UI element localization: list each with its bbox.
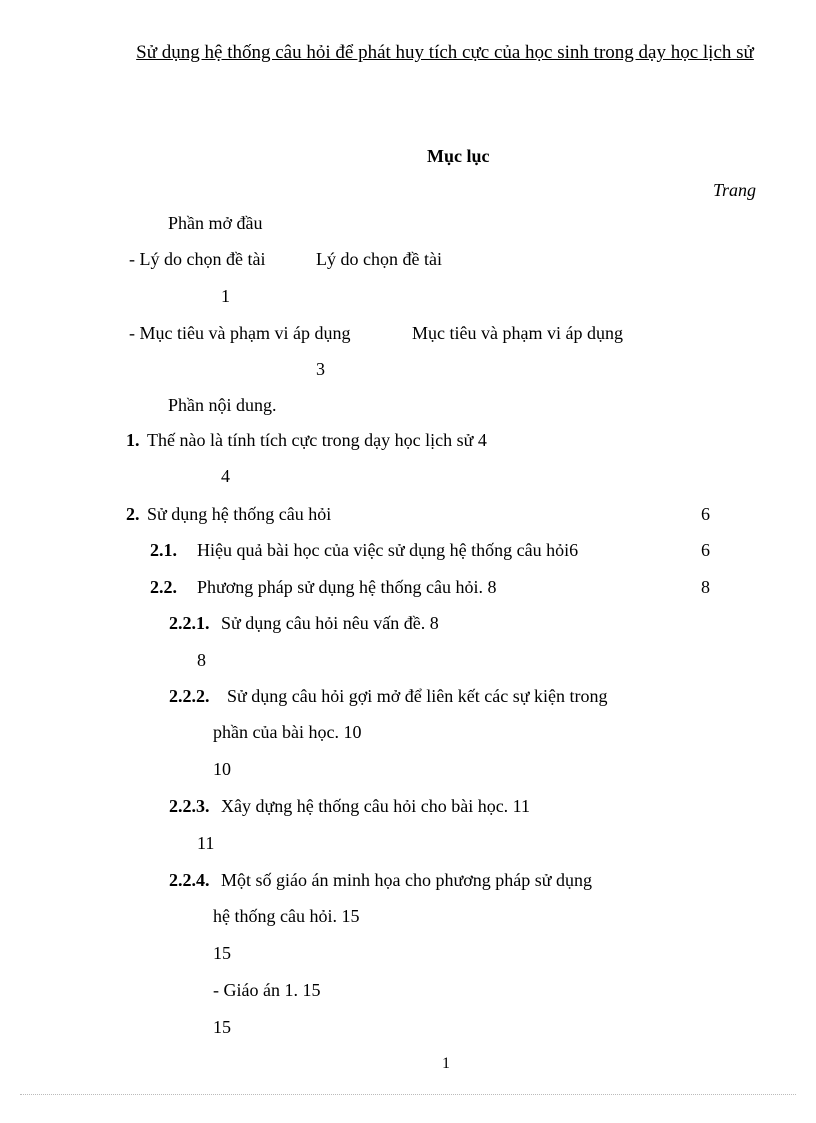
toc-s22-num: 2.2. [150,577,177,597]
toc-heading: Mục lục [427,146,490,166]
toc-s221-text: Sử dụng câu hỏi nêu vấn đề. 8 [221,613,439,633]
toc-s223-text: Xây dựng hệ thống câu hỏi cho bài học. 11 [221,796,531,816]
toc-page-muc-tieu: 3 [316,359,325,379]
toc-s221-page: 8 [197,650,206,670]
toc-s21-text: Hiệu quả bài học của việc sử dụng hệ thống câu hỏi6 [197,540,579,560]
toc-s224-text-cont: hệ thống câu hỏi. 15 [213,906,360,926]
toc-content: Phần nội dung. [168,395,277,415]
toc-s1-text: Thế nào là tính tích cực trong dạy học lịch sử 4 [147,430,487,450]
toc-s1-page: 4 [221,466,230,486]
document-title: Sử dụng hệ thống câu hỏi để phát huy tích cực của học sinh trong dạy học lịch sử [136,42,754,63]
toc-giao-an-1-page: 15 [213,1017,231,1037]
toc-s22-text: Phương pháp sử dụng hệ thống câu hỏi. 8 [197,577,497,597]
toc-s224-num: 2.2.4. [169,870,210,890]
page-number: 1 [442,1055,450,1072]
toc-s21-page: 6 [701,540,710,560]
toc-s222-page: 10 [213,759,231,779]
toc-s1-num: 1. [126,430,140,450]
trang-label: Trang [713,180,757,200]
toc-s223-num: 2.2.3. [169,796,210,816]
toc-s221-num: 2.2.1. [169,613,210,633]
toc-row-muc-tieu: - Mục tiêu và phạm vi áp dụng [129,323,351,343]
toc-s222-num: 2.2.2. [169,686,210,706]
toc-s2-page: 6 [701,504,710,524]
toc-s222-text-cont: phần của bài học. 10 [213,722,362,742]
toc-s22-page: 8 [701,577,710,597]
toc-s2-num: 2. [126,504,140,524]
toc-row-ly-do: - Lý do chọn đề tài [129,249,266,269]
toc-giao-an-1: - Giáo án 1. 15 [213,980,321,1000]
toc-row-ly-do-dup: Lý do chọn đề tài [316,249,442,269]
toc-s224-text: Một số giáo án minh họa cho phương pháp sử dụng [221,870,592,890]
toc-intro: Phần mở đầu [168,213,263,233]
toc-s21-num: 2.1. [150,540,177,560]
toc-page-ly-do: 1 [221,286,230,306]
toc-row-muc-tieu-dup: Mục tiêu và phạm vi áp dụng [412,323,623,343]
toc-s224-page: 15 [213,943,231,963]
page-bottom-divider [20,1094,796,1095]
toc-s2-text: Sử dụng hệ thống câu hỏi [147,504,332,524]
toc-s222-text: Sử dụng câu hỏi gợi mở để liên kết các sự kiện trong [227,686,608,706]
toc-s223-page: 11 [197,833,215,853]
